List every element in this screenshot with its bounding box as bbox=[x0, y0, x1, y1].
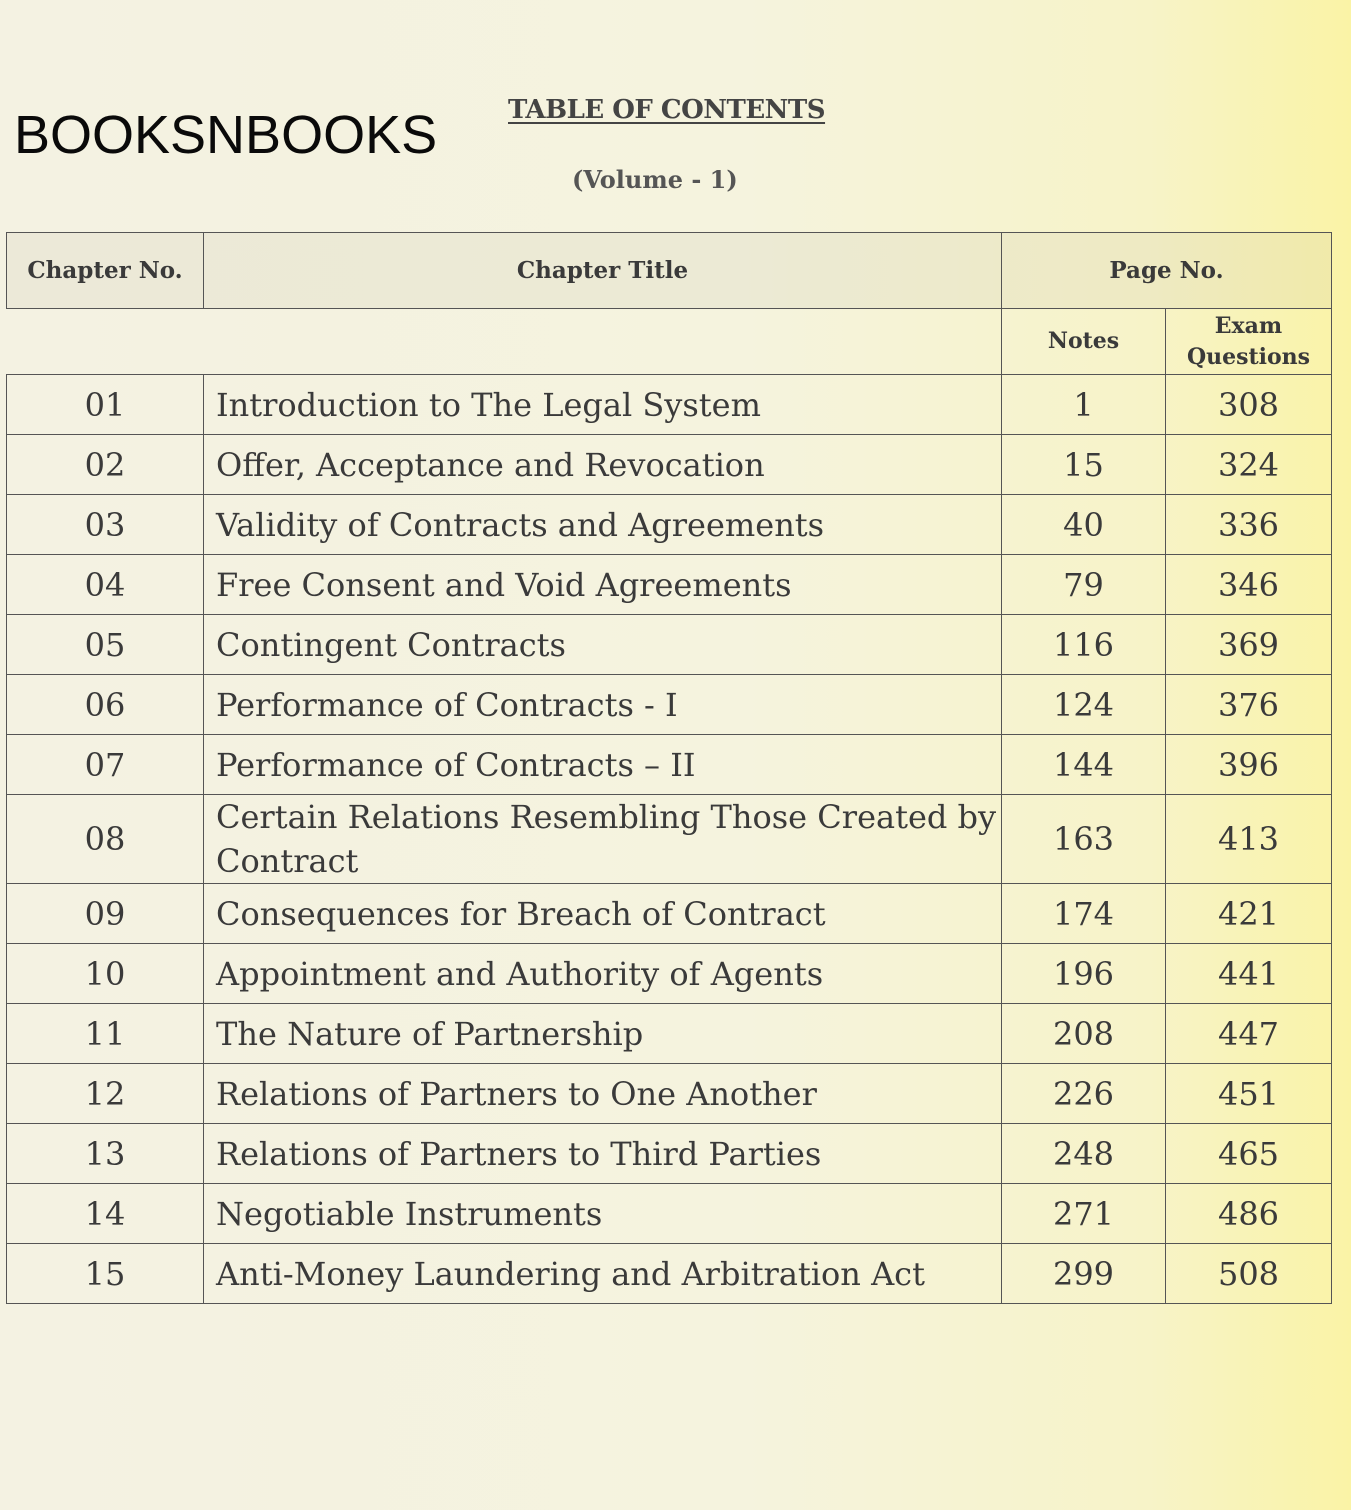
chapter-title: Consequences for Breach of Contract bbox=[204, 884, 1002, 944]
notes-page: 196 bbox=[1002, 944, 1166, 1004]
table-row bbox=[7, 1184, 1332, 1244]
exam-page: 465 bbox=[1166, 1124, 1332, 1184]
page-title: TABLE OF CONTENTS bbox=[508, 95, 826, 125]
notes-page: 299 bbox=[1002, 1244, 1166, 1304]
chapter-title: Free Consent and Void Agreements bbox=[204, 555, 1002, 615]
notes-page: 248 bbox=[1002, 1124, 1166, 1184]
notes-page: 226 bbox=[1002, 1064, 1166, 1124]
contents-table bbox=[6, 232, 1332, 1304]
table-row bbox=[7, 615, 1332, 675]
chapter-title: The Nature of Partnership bbox=[204, 1004, 1002, 1064]
chapter-title: Relations of Partners to Third Parties bbox=[204, 1124, 1002, 1184]
exam-page: 421 bbox=[1166, 884, 1332, 944]
volume-subtitle: (Volume - 1) bbox=[572, 165, 738, 194]
chapter-title: Certain Relations Resembling Those Created by Contract bbox=[204, 795, 1002, 884]
chapter-title: Introduction to The Legal System bbox=[204, 375, 1002, 435]
subheader-row bbox=[7, 309, 1332, 375]
header-notes: Notes bbox=[1002, 309, 1166, 375]
exam-page: 441 bbox=[1166, 944, 1332, 1004]
notes-page: 144 bbox=[1002, 735, 1166, 795]
chapter-number: 09 bbox=[7, 884, 204, 944]
chapter-number: 07 bbox=[7, 735, 204, 795]
chapter-title: Offer, Acceptance and Revocation bbox=[204, 435, 1002, 495]
notes-page: 271 bbox=[1002, 1184, 1166, 1244]
chapter-number: 11 bbox=[7, 1004, 204, 1064]
chapter-number: 14 bbox=[7, 1184, 204, 1244]
chapter-title: Negotiable Instruments bbox=[204, 1184, 1002, 1244]
notes-page: 116 bbox=[1002, 615, 1166, 675]
header-chapter-no: Chapter No. bbox=[7, 233, 204, 309]
notes-page: 208 bbox=[1002, 1004, 1166, 1064]
chapter-title: Contingent Contracts bbox=[204, 615, 1002, 675]
notes-page: 40 bbox=[1002, 495, 1166, 555]
chapter-number: 12 bbox=[7, 1064, 204, 1124]
chapter-title: Anti-Money Laundering and Arbitration Act bbox=[204, 1244, 1002, 1304]
exam-page: 336 bbox=[1166, 495, 1332, 555]
chapter-number: 13 bbox=[7, 1124, 204, 1184]
table-row bbox=[7, 884, 1332, 944]
exam-page: 324 bbox=[1166, 435, 1332, 495]
subheader-blank bbox=[7, 309, 1002, 375]
chapter-number: 10 bbox=[7, 944, 204, 1004]
chapter-title: Performance of Contracts – II bbox=[204, 735, 1002, 795]
chapter-title: Relations of Partners to One Another bbox=[204, 1064, 1002, 1124]
table-row bbox=[7, 1064, 1332, 1124]
chapter-number: 05 bbox=[7, 615, 204, 675]
table-body bbox=[7, 375, 1332, 1304]
exam-page: 396 bbox=[1166, 735, 1332, 795]
chapter-title: Appointment and Authority of Agents bbox=[204, 944, 1002, 1004]
exam-page: 376 bbox=[1166, 675, 1332, 735]
chapter-number: 02 bbox=[7, 435, 204, 495]
header-exam-line2: Questions bbox=[1186, 343, 1311, 370]
chapter-number: 04 bbox=[7, 555, 204, 615]
table-row bbox=[7, 675, 1332, 735]
table-row bbox=[7, 944, 1332, 1004]
chapter-number: 08 bbox=[7, 795, 204, 884]
notes-page: 1 bbox=[1002, 375, 1166, 435]
chapter-number: 06 bbox=[7, 675, 204, 735]
exam-page: 369 bbox=[1166, 615, 1332, 675]
notes-page: 124 bbox=[1002, 675, 1166, 735]
exam-page: 308 bbox=[1166, 375, 1332, 435]
table-row bbox=[7, 795, 1332, 884]
table-row bbox=[7, 555, 1332, 615]
notes-page: 15 bbox=[1002, 435, 1166, 495]
table-row bbox=[7, 375, 1332, 435]
notes-page: 163 bbox=[1002, 795, 1166, 884]
chapter-title: Performance of Contracts - I bbox=[204, 675, 1002, 735]
header-exam-questions bbox=[1166, 309, 1332, 375]
table-row bbox=[7, 1124, 1332, 1184]
header-chapter-title: Chapter Title bbox=[204, 233, 1002, 309]
header-page-no: Page No. bbox=[1002, 233, 1332, 309]
table-row bbox=[7, 735, 1332, 795]
notes-page: 174 bbox=[1002, 884, 1166, 944]
chapter-number: 15 bbox=[7, 1244, 204, 1304]
exam-page: 447 bbox=[1166, 1004, 1332, 1064]
watermark: BOOKSNBOOKS bbox=[14, 105, 438, 165]
exam-page: 451 bbox=[1166, 1064, 1332, 1124]
table-row bbox=[7, 435, 1332, 495]
chapter-number: 03 bbox=[7, 495, 204, 555]
chapter-title: Validity of Contracts and Agreements bbox=[204, 495, 1002, 555]
exam-page: 346 bbox=[1166, 555, 1332, 615]
notes-page: 79 bbox=[1002, 555, 1166, 615]
table-row bbox=[7, 495, 1332, 555]
exam-page: 413 bbox=[1166, 795, 1332, 884]
exam-page: 508 bbox=[1166, 1244, 1332, 1304]
chapter-number: 01 bbox=[7, 375, 204, 435]
exam-page: 486 bbox=[1166, 1184, 1332, 1244]
table-row bbox=[7, 1244, 1332, 1304]
table-row bbox=[7, 1004, 1332, 1064]
header-row bbox=[7, 233, 1332, 309]
header-exam-line1: Exam bbox=[1214, 312, 1283, 339]
